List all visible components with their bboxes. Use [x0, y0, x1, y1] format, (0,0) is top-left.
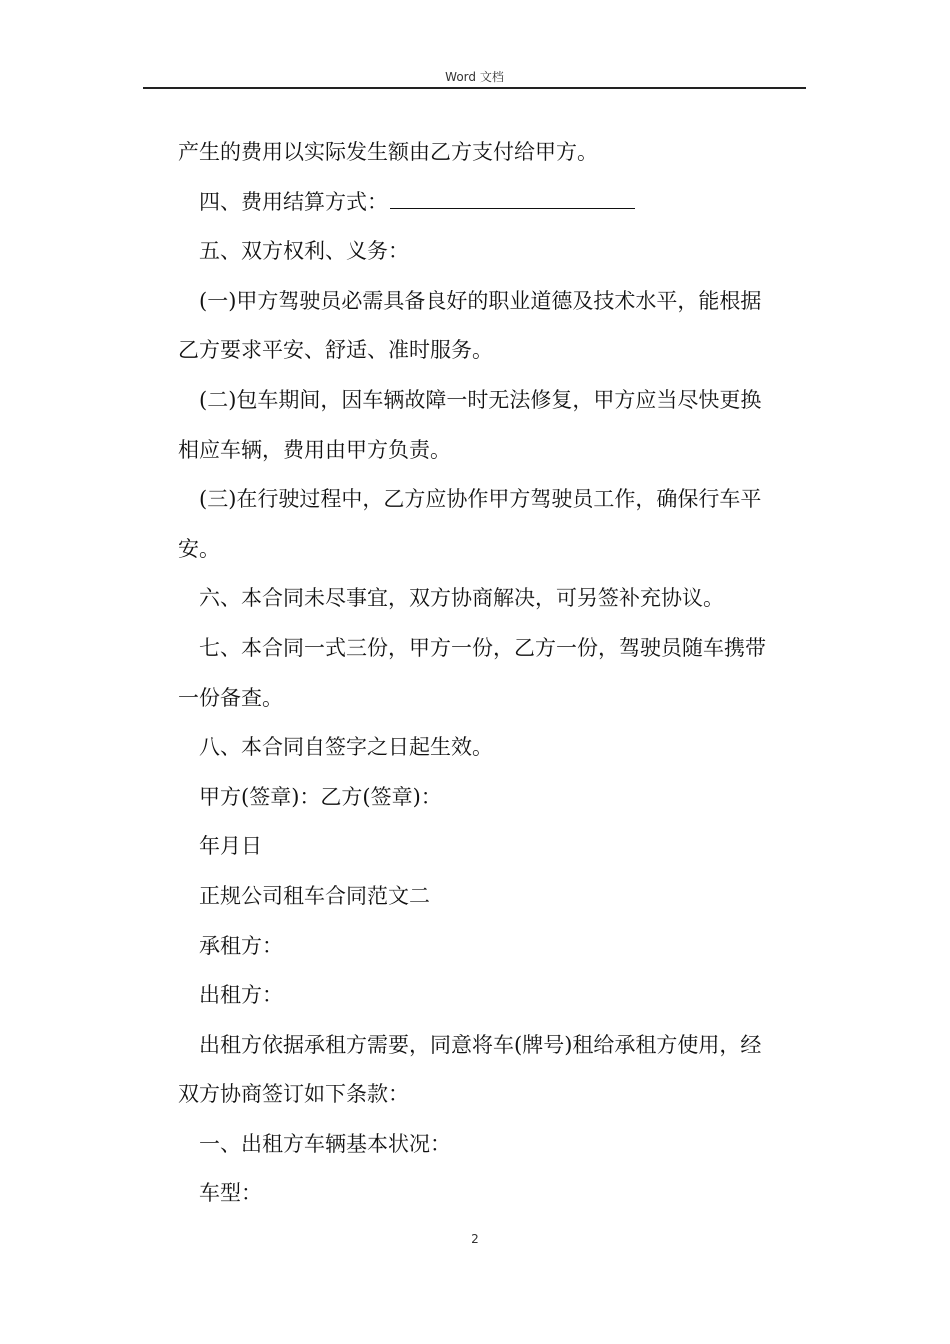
paragraph-lessor: 出租方：: [199, 983, 283, 1008]
paragraph-vehicle-model: 车型：: [199, 1181, 262, 1206]
paragraph-clause-1-line2: 乙方要求平安、舒适、准时服务。: [178, 338, 493, 363]
document-body: [178, 128, 804, 1219]
paragraph-copies-line2: 一份备查。: [178, 685, 283, 710]
section-title-sample-two: 正规公司租车合同范文二: [199, 883, 430, 908]
paragraph-copies-line1: 七、本合同一式三份，甲方一份，乙方一份，驾驶员随车携带: [199, 635, 766, 660]
paragraph-lessee: 承租方：: [199, 933, 283, 958]
paragraph-clause-3-line2: 安。: [178, 536, 220, 561]
paragraph-clause-2-line1: (二)包车期间，因车辆故障一时无法修复，甲方应当尽快更换: [199, 387, 762, 412]
paragraph-rights-heading: 五、双方权利、义务：: [199, 239, 409, 264]
settlement-blank-line: [390, 190, 635, 209]
paragraph-date: 年月日: [199, 834, 262, 859]
paragraph-clause-1-line1: (一)甲方驾驶员必需具备良好的职业道德及技术水平，能根据: [199, 288, 762, 313]
paragraph-fee-payment: 产生的费用以实际发生额由乙方支付给甲方。: [178, 140, 598, 164]
paragraph-clause-3-line1: (三)在行驶过程中，乙方应协作甲方驾驶员工作，确保行车平: [199, 487, 762, 512]
page-header: [143, 66, 806, 89]
paragraph-clause-2-line2: 相应车辆，费用由甲方负责。: [178, 437, 451, 462]
header-title: Word 文档: [445, 70, 504, 84]
paragraph-agreement-line1: 出租方依据承租方需要，同意将车(牌号)租给承租方使用，经: [199, 1032, 762, 1057]
paragraph-vehicle-info-heading: 一、出租方车辆基本状况：: [199, 1131, 451, 1156]
paragraph-signatures: 甲方(签章)：乙方(签章)：: [199, 784, 442, 809]
paragraph-unresolved-matters: 六、本合同未尽事宜，双方协商解决，可另签补充协议。: [199, 586, 724, 611]
paragraph-agreement-line2: 双方协商签订如下条款：: [178, 1082, 409, 1107]
paragraph-effective-date: 八、本合同自签字之日起生效。: [199, 735, 493, 760]
settlement-method-label: 四、费用结算方式：: [199, 189, 388, 214]
paragraph-settlement-method: [178, 178, 804, 228]
page-number: 2: [471, 1232, 479, 1246]
